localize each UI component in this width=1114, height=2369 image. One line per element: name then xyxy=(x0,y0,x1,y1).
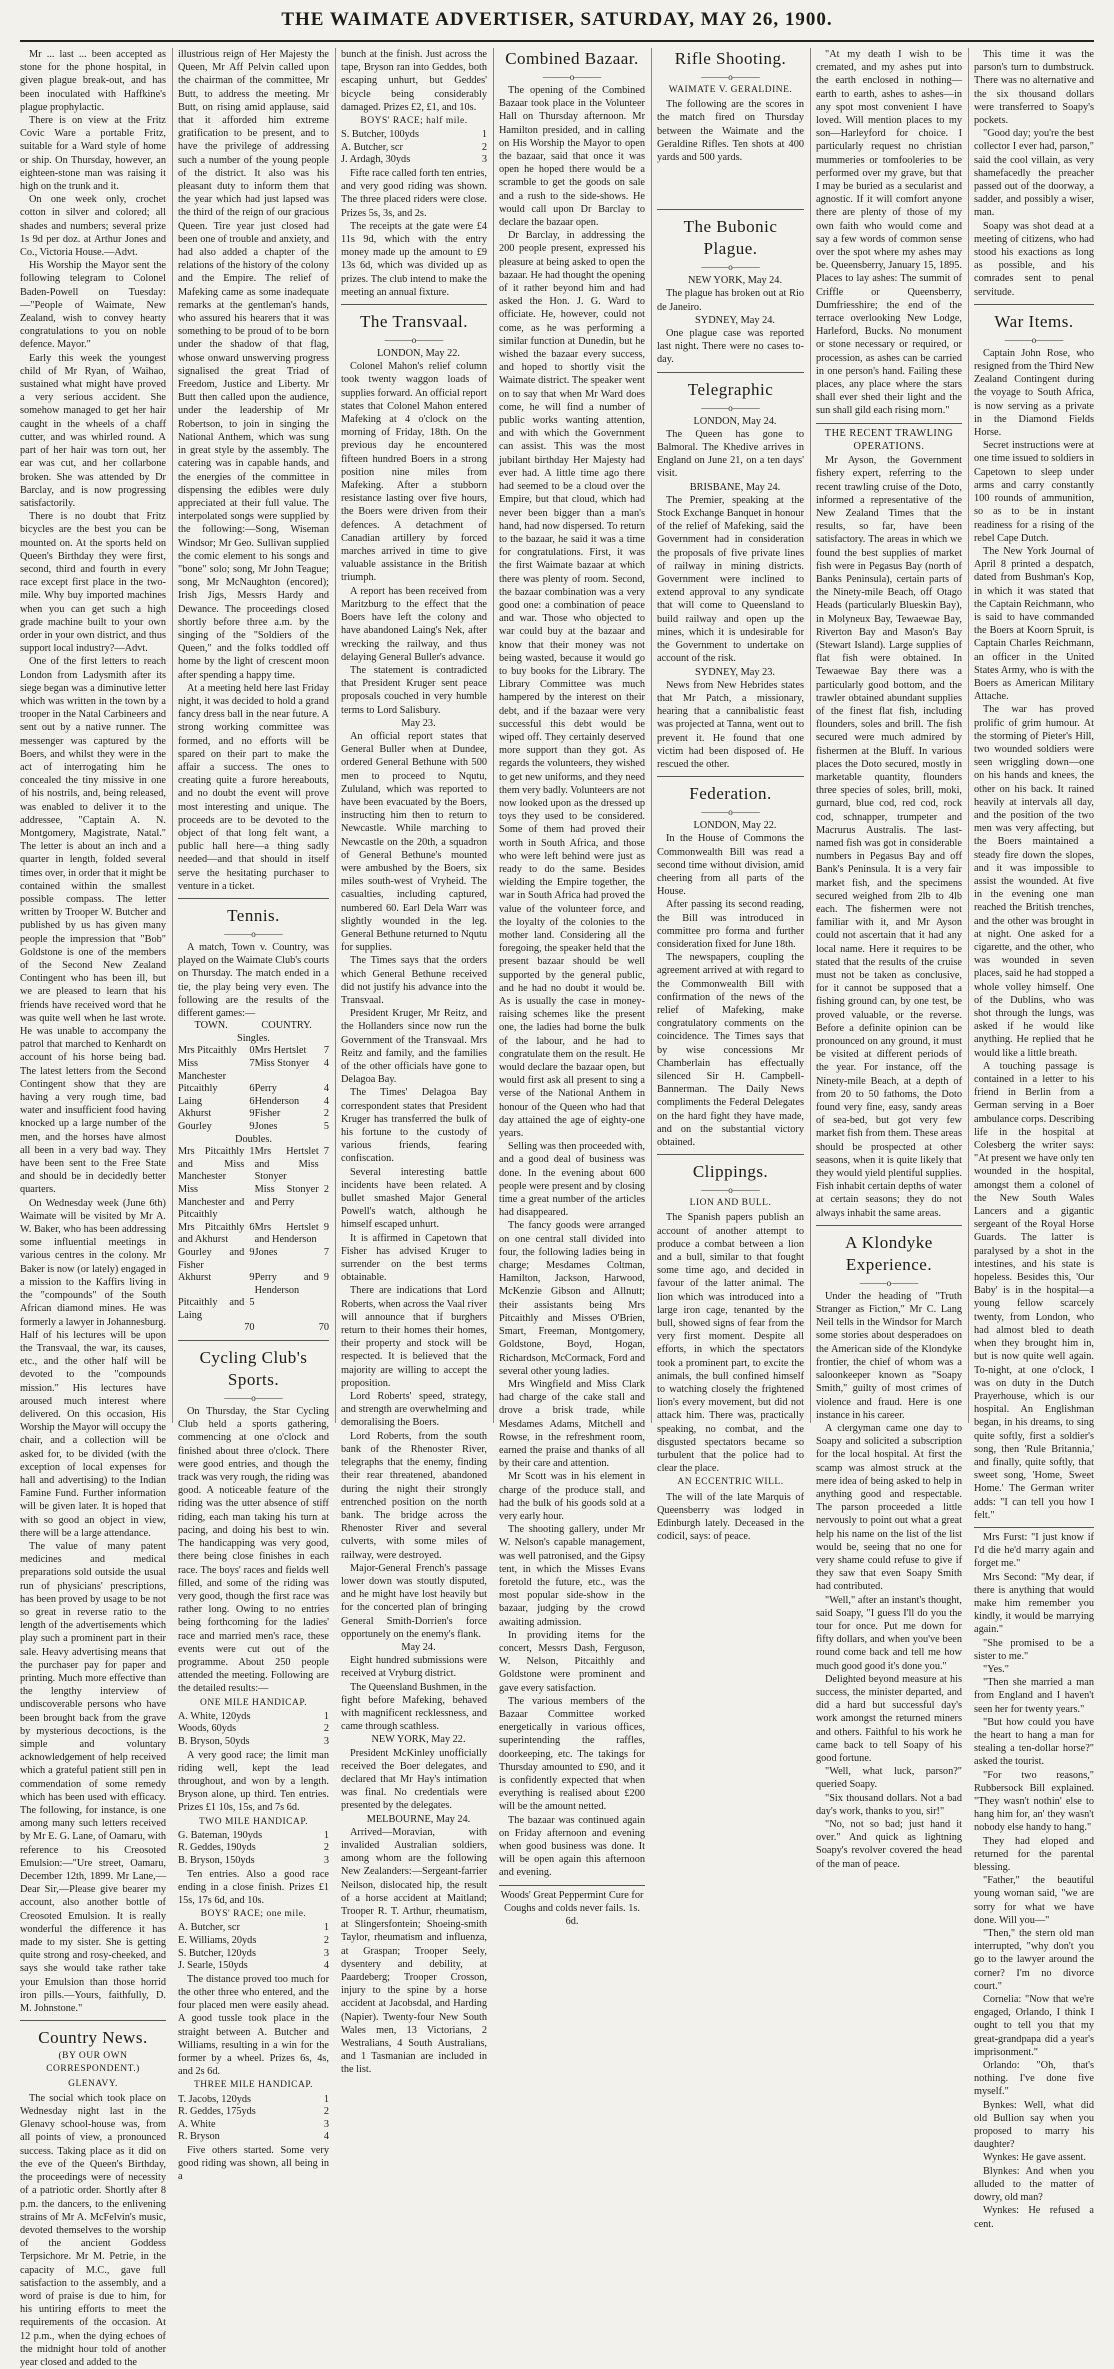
dialogue-line: "Father," the beautiful young woman said, "we are sorry for what we have done. Will you—" xyxy=(974,1875,1094,1926)
news-paragraph: illustrious reign of Her Majesty the Queen, Mr Aff Pelvin called upon the chairman of the committee, Mr Butt, to address the meeting. Mr Butt, on rising amid applause, said that it afforded him extreme gratification to be present, and to have the privilege of addressing such a number of the young people of the district. It also was his pleasant duty to inform them that the year which had just lapsed was the third of the reign of our gracious Queen. Tire year just closed had been one of trouble and anxiety, and had also added a chapter of the relations of the history of the colony and the Empire. The relief of Mafeking came as some inadequate remarks at the gentleman's hands, who assured his hearers that it was something to be proud of to be born under the shadow of that flag, whose onward unswerving progress signalised the great Triad of Freedom, Justice and Liberty. Mr Butt then called upon the audience, under the leadership of Mr Robertson, to join in singing the National Anthem, which was sung in great style by the assembly. The catering was in capable hands, and the energies of the committee in dispensing the edibles were duly appreciated at their full value. The interpolated songs were supplied by the following:—Song, Wiseman Windsor; Mr Geo. Sullivan supplied the comic element to his songs and "bone" solo; song, Mr John Teague; song, Mr McNaughton (encored); Irish Jigs, Messrs Hardy and Dewance. The proceedings closed shortly before three a.m. by the singing of the "Soldiers of the Queen," and the folks toddled off home by the light of crescent moon after spending a happy time. xyxy=(178,49,329,681)
news-paragraph: Colonel Mahon's relief column took twenty waggon loads of supplies forward. An official report states that Colonel Mahon entered Mafeking at 4 o'clock on the morning of Friday, 18th. On the previous day he encountered fifteen hundred Boers in a strong position nine miles from Mafeking. After a stubborn resistance lasting over five hours, the Boers were driven from their defences. A detachment of Canadian artillery by forced marches arrived in time to give valuable assistance in the British triumph. xyxy=(341,361,487,584)
news-paragraph: Secret instructions were at one time issued to soldiers in Capetown to sleep under arms and carry constantly 100 rounds of ammunition, so as to be in instant readiness for a rising of the rebel Cape Dutch. xyxy=(974,440,1094,544)
table-row: Miss Manchester 7 Miss Stonyer 4 xyxy=(178,1058,329,1082)
table-header: TOWN. xyxy=(194,1020,228,1032)
news-paragraph: The Times says that the orders which General Bethune received did not justify his advance into the Transvaal. xyxy=(341,955,487,1006)
dateline: LONDON, May 24. xyxy=(693,415,777,427)
section-divider xyxy=(816,423,962,424)
news-paragraph: His Worship the Mayor sent the following telegram to Colonel Baden-Powell on Tuesday:—"People of Waimate, New Zealand, wish to convey hearty congratulations to you on noble defence. Mayor." xyxy=(20,260,166,351)
table-row: Gourley and Fisher 9 Jones 7 xyxy=(178,1246,329,1271)
heading-ornament: ———o——— xyxy=(701,72,760,82)
dialogue-line: Blynkes: And when you alluded to the matter of dowry, old man? xyxy=(974,2165,1094,2204)
news-paragraph: Lord Roberts, from the south bank of the Rhenoster River, telegraphs that the enemy, finding their rear threatened, abandoned during the night their strongly entrenched position on the north bank. The bridge across the Rhenoster River and several culverts, with some miles of railway, were destroyed. xyxy=(341,1430,487,1561)
table-row: Mrs Pitcaithly and Miss Manchester 1 Mrs Hertslet and Miss Stonyer 7 xyxy=(178,1146,329,1183)
section-divider xyxy=(657,1154,804,1155)
news-paragraph: At a meeting held here last Friday night, it was decided to hold a grand fancy dress ball in the near future. A strong working committee was formed, and no efforts will be spared on their part to make the affair a success. The ones to creating quite a furore hereabouts, and no doubt the event will prove most interesting and unique. The proceeds are to be devoted to the object of that long felt want, a public hall here—a thing sadly needed—and that should in itself serve the hesitating purchaser to venture in a ticket. xyxy=(178,682,329,892)
table-row: J. Searle, 150yds 4 xyxy=(178,1960,329,1972)
heading-ornament: ———o——— xyxy=(701,807,760,818)
news-paragraph: News from New Hebrides states that Mr Patch, a missionary, hearing that a cannibalistic feast was projected at Tanna, went out to prevent it. He found that one victim had been disposed of. He rescued the other. xyxy=(657,679,804,770)
news-paragraph: Under the heading of "Truth Stranger as Fiction," Mr C. Lang Neil tells in the Windsor for March some stories about desperadoes on the American side of the Klondyke frontier, the chief of whom was a saloonkeeper known as "Soapy Smith," guilty of most crimes of violence and fraud. Here is one instance in his career. xyxy=(816,1290,962,1421)
dialogue-line: Mrs Furst: "I just know if I'd die he'd marry again and forget me." xyxy=(974,1531,1094,1570)
news-paragraph: A report has been received from Maritzburg to the effect that the Boers have left the colony and have abandoned Laing's Nek, after wrecking the railway, and thus delaying General Buller's advance. xyxy=(341,585,487,663)
news-paragraph: One plague case was reported last night. There were no cases to-day. xyxy=(657,328,804,366)
cycling-heading: Cycling Club's Sports. xyxy=(199,1348,308,1390)
table-row: B. Bryson, 150yds 3 xyxy=(178,1854,329,1866)
news-paragraph: The Premier, speaking at the Stock Exchange Banquet in honour of the relief of Mafeking, said the Government had in consideration the proposals of five private lines of railway in mining districts. Government were inclined to extend approval to any syndicate that will come to Queensland to build railway and open up the mines, which it is undesirable for the Government to undertake on account of the risk. xyxy=(657,494,804,665)
table-row: A. White, 120yds 1 xyxy=(178,1710,329,1722)
news-paragraph: A clergyman came one day to Soapy and solicited a subscription for the local hospital. At first the scamp was almost struck at the mere idea of being asked to help in anything good and respectable. The parson proceeded a little nervously to point out what a great help his name on the list of the list would be, seeing that no one for very shame could refuse to give if they saw that even Soapy Smith had contributed. xyxy=(816,1422,962,1593)
dateline: SYDNEY, May 23. xyxy=(695,666,775,678)
news-paragraph: Five others started. Some very good riding was shown, all being in a xyxy=(178,2144,329,2183)
news-paragraph: President Kruger, Mr Reitz, and the Hollanders since now run the Government of the Transvaal. Mrs Reitz and family, and the families of the other officials have gone to Delagoa Bay. xyxy=(341,1008,487,1086)
news-paragraph: On Thursday, the Star Cycling Club held a sports gathering, commencing at one o'clock and finished about three o'clock. There were good entries, and though the track was very rough, the riding was good. A noticeable feature of the riding was the utter absence of stiff riding, each man taking his turn at pacing, and doing his best to win. The handicapping was very good, there being close finishes in each race. The boys' races and fields well filled, and some of the riding was very good, though the first race was rather long. Owing to no entries being forthcoming for the ladies' race and married men's race, these events were cut out of the programme. About 250 people attended the meeting. Following are the detailed results:— xyxy=(178,1406,329,1695)
news-paragraph: "Six thousand dollars. Not a bad day's work, thanks to you, sir!" xyxy=(816,1792,962,1817)
dialogue-line: "She promised to be a sister to me." xyxy=(974,1637,1094,1662)
news-paragraph: Mr ... last ... been accepted as stone for the phone hospital, in given plague break-out, and has been inoculated with Haffkine's plague prophylactic. xyxy=(20,49,166,113)
dialogue-line: "Then," the stern old man interrupted, "why don't you go to the lawyer around the corner? I'm no divorce court." xyxy=(974,1928,1094,1992)
country-news-byline: (BY OUR OWN CORRESPONDENT.) xyxy=(46,2051,140,2075)
rifle-heading: Rifle Shooting. xyxy=(674,49,787,68)
blank-space xyxy=(657,164,804,204)
heading-ornament: ———o——— xyxy=(1004,334,1064,345)
dateline: May 23. xyxy=(401,717,436,729)
column-rule xyxy=(651,48,652,1423)
news-paragraph: The shooting gallery, under Mr W. Nelson's capable management, was well patronised, and the Gipsy tent, in which the Misses Evans foretold the future, etc., was the most popular side-show in the bazaar, judging by the crowd awaiting admission. xyxy=(499,1524,645,1628)
table-row: T. Jacobs, 120yds 1 xyxy=(178,2093,329,2105)
news-paragraph: The distance proved too much for the other three who entered, and the four placed men were easily ahead. A good tussle took place in the straight between A. Butcher and Williams, resulting in a win for the former by a wheel. Prizes 6s, 4s, and 2s 6d. xyxy=(178,1973,329,2078)
dialogue-line: Wynkes: He refused a cent. xyxy=(974,2205,1094,2230)
news-paragraph: The newspapers, coupling the agreement arrived at with regard to the Commonwealth Bill with confirmation of the news of the relief of Mafeking, make congratulatory comments on the coincidence. The Times says that by wise concessions Mr Chamberlain has effectually silenced Sir H. Campbell-Bannerman. The Daily News compliments the Federal Delegates on the hard fight they have made, and on the substantial victory obtained. xyxy=(657,952,804,1148)
table-row: Mrs Pitcaithly and Akhurst 6 Mrs Hertslet and Henderson 9 xyxy=(178,1221,329,1246)
news-paragraph: The statement is contradicted that President Kruger sent peace proposals couched in very humble terms to Lord Salisbury. xyxy=(341,664,487,716)
table-totals: 70 70 xyxy=(244,1322,329,1334)
news-paragraph: The value of many patent medicines and medical preparations sold outside the usual run of physicians' prescriptions, has been proved by usage to be not so great in reverse ratio to the length of the advertisements which play such a prominent part in their sale. Heavy advertising means that the purchaser pay for paper and printing. Much more effective than the lengthy interview of undiscoverable persons who have been brought back from the grave by mysterious decoctions, is the simple and voluntary acknowledgement of help received which a grateful patient still pen in commendation of some remedy which has been used with efficacy. The following, for instance, is one among many such letters received by Mr E. G. Lane, of Oamaru, with reference to his Creosoted Emulsion:—"Ure street, Oamaru, December 12th, 1899. Mr Lane,—Dear Sir,—Please give bearer my account, also another bottle of Creosoted Emulsion. It is really wonderful the difference it has made to my sister. She is getting quite strong and rosy-cheeked, and says she would take rather take your Emulsion than those horrid iron pills.—Yours, faithfully, D. M. Johnstone." xyxy=(20,1540,166,2015)
news-paragraph: On one week only, crochet cotton in silver and colored; all shades and numbers; several prize 1s 9d per doz. at Arthur Jones and Co., Victoria House.—Advt. xyxy=(20,194,166,259)
race-results xyxy=(178,2094,329,2144)
clippings-subheading: LION AND BULL. xyxy=(689,1198,772,1209)
news-paragraph: This time it was the parson's turn to dumbstruck. There was no alternative and the six thousand dollars were transferred to Soapy's pockets. xyxy=(974,49,1094,127)
dialogue-line: Orlando: "Oh, that's nothing. I've done five myself." xyxy=(974,2060,1094,2098)
news-paragraph: The war has proved prolific of grim humour. At the storming of Pieter's Hill, two wounded soldiers were seen wriggling down—one on his hands and knees, the other on his back. It rained heavily at intervals all day, and the position of the two men was very affecting, but the Boers maintained a steady fire down the slopes, and it was impossible to assist the wounded. At five in the evening one man reached the British trenches, and the other was brought in at night. One asked for a cigarette, and the other, who was wounded in seven places, said he had stopped a whole volley himself. One of the Dublins, who was shot through the lungs, was asked if he would like anything. He replied that he would like a little breath. xyxy=(974,704,1094,1059)
news-paragraph: In the House of Commons the Commonwealth Bill was read a second time without division, amid cheering from all parts of the House. xyxy=(657,833,804,898)
dialogue-line: Bynkes: Well, what did old Bullion say when you proposed to marry his daughter? xyxy=(974,2099,1094,2151)
news-paragraph: A touching passage is contained in a letter to his friend in Berlin from a German serving in a Boer ambulance corps. Describing life in the hospital at Colesberg the writer says: "At present we have only ten wounded in the hospital, amongst them a colonel of the New South Wales Lancers and a gigantic sergeant of the Royal Horse Guards. The latter is paralysed by a shot in the intestines, and his state is hopeless. Besides this, 'Our Baby' is in the hospital—a young fellow scarcely twenty, from London, who had almost bled to death when they brought him in, but is now quite well again. To-night, at one o'clock, I was on duty in the Dutch Prayerhouse, which is our hospital. An Englishman began, in his dreams, to sing quite softly, first a soldier's song, then 'Rule Britannia,' and finally, quite softly, that sweet song, 'Home, Sweet Home.' The German writer adds: "I can tell you how I felt." xyxy=(974,1060,1094,1521)
table-row: A. Butcher, scr 2 xyxy=(341,141,487,153)
table-row: R. Bryson 4 xyxy=(178,2131,329,2143)
race-label: BOYS' RACE; half mile. xyxy=(360,116,468,127)
news-paragraph: The Spanish papers publish an account of another attempt to produce a combat between a lion and a bull, similar to that fought some time ago, and decided in favour of the latter animal. The lion which was introduced into a large iron cage, tenanted by the bull, showed signs of fear from the very first moment. Despite all efforts, in which the spectators took a prominent part, to excite the animals, the bull confined himself to watching closely the frightened lion's every movement, but did not attack him. There was, practically speaking, no combat, and the disgusted spectators became so turbulent that the police had to clear the place. xyxy=(657,1212,804,1475)
plague-heading: The Bubonic Plague. xyxy=(683,217,778,259)
table-row: S. Butcher, 120yds 3 xyxy=(178,1947,329,1959)
race-results xyxy=(178,1830,329,1868)
news-paragraph: "Good day; you're the best collector I ever had, parson," said the cool villain, as very shamefacedly the preacher passed out of the doorway, a sadder, and possibly a wiser, man. xyxy=(974,128,1094,219)
news-paragraph: A very good race; the limit man riding well, kept the lead throughout, and won by a length. Bryson alone, up third. Ten entries. Prizes £1 10s, 15s, and 7s 6d. xyxy=(178,1749,329,1814)
dateline: NEW YORK, May 22. xyxy=(371,1734,466,1746)
section-divider xyxy=(341,304,487,305)
news-paragraph: Delighted beyond measure at his success, the minister departed, and did a hard but successful day's work amongst the returned miners and others. Faithful to his work he came back to tell Soapy of his good fortune. xyxy=(816,1673,962,1764)
news-paragraph: "At my death I wish to be cremated, and my ashes put into the earth enclosed in nothing—earth to earth, ashes to ashes—in any spot most convenient I have loved. Will mention places to my son—Harleyford for choice. I particularly request no christian mummeries or tomfooleries to be performed over my grave, but that I may be buried as a secularist and agnostic. If it will comfort anyone there are plenty of those of my own faith who would come and say a few words of common sense over the spot where my ashes may be. Queensberry, January 15, 1895. Places to lay ashes: The summit of Criffle or Queensberry, Dumfriesshire; the end of the terrace overlooking New Lodge, Harleford, Bucks. No monument or stone necessary or required, or procession, as ashes can be carried in one person's hand. Failing these places, any place where the stars shall ever shed their light and the sun shall gild each rising morn." xyxy=(816,49,962,417)
news-paragraph: The various members of the Bazaar Committee worked energetically in various offices, superintending the raffles, doorkeeping, etc. The takings for Thursday amounted to £90, and it is confidently expected that when everything is realised about £200 will be the amount netted. xyxy=(499,1695,645,1813)
race-results xyxy=(341,129,487,167)
news-paragraph: There is on view at the Fritz Covic Ware a portable Fritz, suitable for a Ward style of home or ship. On Thursday, however, an eighteen-stone man was raising it high on the trunk and it. xyxy=(20,115,166,193)
country-news-place: GLENAVY. xyxy=(68,2078,118,2089)
news-paragraph: "Well," after an instant's thought, said Soapy, "I guess I'll do you the tour for once. Put me down for fifty dollars, and when you've been round come back and tell me how much good good it's done you." xyxy=(816,1594,962,1672)
table-row: A. White 3 xyxy=(178,2118,329,2130)
table-subheader: Doubles. xyxy=(235,1133,272,1145)
heading-ornament: ———o——— xyxy=(701,262,760,273)
column-rule xyxy=(493,48,494,1423)
news-paragraph: Several interesting battle incidents have been related. A bullet smashed Major General Powell's watch, although he himself escaped unhurt. xyxy=(341,1166,487,1231)
heading-ornament: ———o——— xyxy=(701,1185,760,1196)
news-paragraph: Selling was then proceeded with, and a good deal of business was done. In the evening about 600 people were present and by closing time a great number of the articles had disappeared. xyxy=(499,1141,645,1219)
column-1 xyxy=(20,48,166,2368)
news-paragraph: Fifte race called forth ten entries, and very good riding was shown. The three placed riders were close. Prizes 5s, 3s, and 2s. xyxy=(341,168,487,219)
news-paragraph: "Well, what luck, parson?" queried Soapy. xyxy=(816,1766,962,1791)
rifle-subheading: WAIMATE V. GERALDINE. xyxy=(668,85,793,95)
table-row: Pitcaithly and Laing 5 xyxy=(178,1297,255,1321)
news-paragraph: The Times' Delagoa Bay correspondent states that President Kruger has transferred the bulk of his fortune to the custody of various friends, fearing confiscation. xyxy=(341,1087,487,1165)
heading-ornament: ———o——— xyxy=(701,402,760,413)
dialogue-line: "Yes." xyxy=(983,1663,1009,1675)
dialogue-line: Wynkes: He gave assent. xyxy=(983,2152,1086,2164)
table-row: Akhurst 9 Perry and Henderson 9 xyxy=(178,1272,329,1296)
table-row: S. Butcher, 100yds 1 xyxy=(341,129,487,141)
masthead-title: THE WAIMATE ADVERTISER, SATURDAY, MAY 26, 1900. xyxy=(281,9,833,30)
news-paragraph: Mr Scott was in his element in charge of the produce stall, and had the bulk of his goods sold at a very early hour. xyxy=(499,1471,645,1522)
news-paragraph: In providing items for the concert, Messrs Dash, Ferguson, W. Nelson, Pitcaithly and Goldstone were prominent and gave every satisfaction. xyxy=(499,1629,645,1694)
table-row: Akhurst 9 Fisher 2 xyxy=(178,1108,329,1120)
news-paragraph: The opening of the Combined Bazaar took place in the Volunteer Hall on Thursday afternoon. Mr Hamilton presided, and in calling on His Worship the Mayor to open the bazaar, said that once it was open he hoped there would be a scramble to get the goods on sale and a rush to the side-shows. He would call upon Dr Barclay to declare the bazaar open. xyxy=(499,85,645,229)
news-paragraph: The following are the scores in the match fired on Thursday between the Waimate and the Geraldine Rifles. Ten shots at 400 yards and 500 yards. xyxy=(657,99,804,164)
tennis-results-table xyxy=(178,1020,329,1335)
news-paragraph: Mrs Wingfield and Miss Clark had charge of the cake stall and drove a brisk trade, while Mesdames Adams, Mitchell and Rowse, in the refreshment room, earned the praise and thanks of all by their care and attention. xyxy=(499,1378,645,1470)
section-divider xyxy=(499,1885,645,1886)
country-news-body: The social which took place on Wednesday night last in the Glenavy school-house was, from all points of view, a pronounced success. Taking place as it did on the eve of the Queen's Birthday, the proceedings were of necessity of a patriotic order. Shortly after 8 p.m. the dancers, to the enlivening strains of Mr A. McFelvin's music, devoted themselves to the worship of the ancient Goddess Terpsichore. Mr M. Petrie, in the capacity of M.C., gave full satisfaction to the assembly, and a word of praise is due to him, for his untiring efforts to meet the requirements of the occasion. At 12 p.m., when the dying echoes of the midnight hour told of another year closed and added to the xyxy=(20,2092,166,2368)
dialogue-line: "For two reasons," Rubbersock Bill explained. "They wasn't nothin' else to hang him for, an' they wasn't nobody else handy to hang." xyxy=(974,1769,1094,1834)
news-paragraph: "No, not so bad; just hand it over." And quick as lightning Soapy's revolver covered the head of the man of peace. xyxy=(816,1819,962,1870)
news-paragraph: The plague has broken out at Rio de Janeiro. xyxy=(657,288,804,313)
dialogue-line: They had eloped and returned for the parental blessing. xyxy=(974,1835,1094,1874)
table-subheader: Singles. xyxy=(237,1032,270,1044)
table-row: E. Williams, 20yds 2 xyxy=(178,1934,329,1946)
table-row: Woods, 60yds 2 xyxy=(178,1723,329,1735)
table-row: R. Geddes, 190yds 2 xyxy=(178,1842,329,1854)
dialogue-line: Cornelia: "Now that we're engaged, Orlando, I think I ought to tell you that my great-grandpapa did a year's imprisonment." xyxy=(974,1994,1094,2058)
section-divider xyxy=(816,1225,962,1226)
news-paragraph: Lord Roberts' speed, strategy, and strength are overwhelming and demoralising the Boers. xyxy=(341,1391,487,1429)
news-paragraph: After passing its second reading, the Bill was introduced in committee pro forma and further consideration fixed for June 18th. xyxy=(657,899,804,950)
table-row: Laing 6 Henderson 4 xyxy=(178,1095,329,1107)
tennis-heading: Tennis. xyxy=(227,906,280,925)
news-paragraph: The New York Journal of April 8 printed a despatch, dated from Bushman's Kop, in which it was stated that the Captain Reichmann, who is said to have commanded the Boers at Koorn Spruit, is Captain Charles Reichmann, an officer in the United States Army, who is with the Boers as American Military Attache. xyxy=(974,545,1094,703)
news-paragraph: Ten entries. Also a good race ending in a close finish. Prizes £1 15s, 17s 6d, and 10s. xyxy=(178,1868,329,1906)
dateline: BRISBANE, May 24. xyxy=(689,481,781,493)
heading-ornament: ———o——— xyxy=(542,72,602,82)
table-row: J. Ardagh, 30yds 3 xyxy=(341,154,487,166)
table-row: Gourley 9 Jones 5 xyxy=(178,1120,329,1132)
news-paragraph: Early this week the youngest child of Mr Ryan, of Waihao, sustained what might have proved a very serious accident. She somehow managed to get her hair caught in the wheels of a chaff cutter, and was whirled round. A part of her hair was torn out, her ear was cut, and her collarbone broken. She was attended by Dr Barclay, and is now progressing satisfactorily. xyxy=(20,352,166,509)
table-row: B. Bryson, 50yds 3 xyxy=(178,1735,329,1747)
table-row: Mrs Pitcaithly 0 Mrs Hertslet 7 xyxy=(178,1045,329,1057)
klondyke-heading: A Klondyke Experience. xyxy=(845,1232,933,1274)
column-rule xyxy=(810,48,811,1423)
news-paragraph: It is affirmed in Capetown that Fisher has advised Kruger to surrender on the best terms obtainable. xyxy=(341,1232,487,1284)
column-6 xyxy=(816,48,962,1870)
section-divider xyxy=(178,1340,329,1341)
column-4 xyxy=(499,48,645,1928)
dialogue-line: "Then she married a man from England and I haven't seen her for twenty years." xyxy=(974,1677,1094,1715)
news-paragraph: The Queen has gone to Balmoral. The Khedive arrives in England on June 21, on a ten days' visit. xyxy=(657,428,804,480)
news-paragraph: One of the first letters to reach London from Ladysmith after its siege began was a diminutive letter which was written in the town by a trooper in the Natal Carbineers and sent out by a native runner. The messenger was captured by the Boers, and whilst they were in the act of interrogating him he concealed the tiny missive in one of his nostrils, and, being released, was enabled to deliver it to the addressee, "Captain A. N. Montgomery, Magistrate, Natal." The letter is about an inch and a quarter in length, folded several times over, in order that it might be contained within the smallest possible compass. The letter written by Trooper W. Butcher and published by us has given many people the impression that "Bob" Goldstone is one of the members of the Second New Zealand Contingent who has been ill, but we are pleased to learn that his friends have received word that he was quite well when he last wrote. He was unable to accompany the patrol that marched to Kenhardt on account of his horse being bad. The latest letters from the Second Contingent show that they are having a very rough time, bad water and insufficient food having knocked up a large number of the men, and the horses have almost all been in a very bad way. They have been sent to the Free State and should be in decidedly better quarters. xyxy=(20,656,166,1196)
news-paragraph: The bazaar was continued again on Friday afternoon and evening when good business was done. It will be open again this afternoon and evening. xyxy=(499,1814,645,1879)
column-rule xyxy=(968,48,969,1423)
section-divider xyxy=(178,898,329,899)
heading-ornament: ———o——— xyxy=(224,1393,283,1404)
race-label: THREE MILE HANDICAP. xyxy=(194,2080,313,2091)
news-paragraph: Eight hundred submissions were received at Vryburg district. xyxy=(341,1655,487,1680)
column-5 xyxy=(657,48,804,1543)
bazaar-heading: Combined Bazaar. xyxy=(505,49,639,68)
news-paragraph: There are indications that Lord Roberts, when across the Vaal river will announce that if burghers return to their homes their homes, their property and stock will be respected. It is believed that the majority are willing to accept the proposition. xyxy=(341,1285,487,1389)
dateline: May 24. xyxy=(401,1641,436,1653)
column-rule xyxy=(335,48,336,1423)
news-paragraph: President McKinley unofficially received the Boer delegates, and declared that Mr Hay's intimation was final. No credentials were presented by the delegates. xyxy=(341,1747,487,1812)
column-7 xyxy=(974,48,1094,2230)
clippings-heading: Clippings. xyxy=(692,1162,769,1182)
war-items-heading: War Items. xyxy=(994,311,1074,331)
table-row: R. Geddes, 175yds 2 xyxy=(178,2106,329,2118)
heading-ornament: ———o——— xyxy=(859,1277,919,1288)
news-paragraph: The receipts at the gate were £4 11s 9d, which with the entry money made up the amount to £9 13s 6d, which was divided up as prizes. The club intend to make the meeting an annual fixture. xyxy=(341,220,487,298)
clippings-subheading: AN ECCENTRIC WILL. xyxy=(677,1477,784,1488)
news-paragraph: Mr Ayson, the Government fishery expert, referring to the recent trawling cruise of the Doto, informed a representative of the New Zealand Times that the results, so far, have been satisfactory. The areas in which we found the best supplies of market fish were in Pegasus Bay (north of Banks Peninsula), certain parts of the Ninety-mile Beach, off Otago Heads (particularly Blueskin Bay), in Molyneux Bay, Tewaewae Bay, Riverton Bay and Mason's Bay (Stewart Island). Large supplies of flat fish were obtained. In Tewaewae Bay there was a particularly good bottom, and the trawler obtained abundant supplies of the finest flat fish, including flounders, soles and brill. The fish secured were much admired by fishermen at the Bluff. In various places the Doto secured, mostly in marketable quantity, flounders three species of soles, brill, moki, gurnard, blue cod, red cod, rock cod, schnapper, trumpeter and Macrurus Australis. The last-named fish was got in considerable numbers in Pegasus Bay and off Bank's Peninsula. It is a very fair market fish, and the specimens secured weighed from 2lb to 4lb each. The fishermen were not familiar with it, and Mr Ayson could not ascertain that it had any local name. Here it requires to be stated that the results of the cruise must not be taken as conclusive, for it cannot be supposed that a fishing ground can, by one test, be proved valuable, or the reverse. Before a definite opinion can be pronounced on any ground, it must be visited at different periods of the year. For instance, off the Ninety-mile Beach, at a depth of from 20 to 50 fathoms, the Doto found very fine, easy, sandy areas of sea-bed, but got very few market fish from them. These areas should be prospected at other seasons, when it is quite likely that they would yield plentiful supplies. Fish inhabit certain depths of water at certain seasons; they do not always inhabit the same areas. xyxy=(816,455,962,1219)
race-label: ONE MILE HANDICAP. xyxy=(200,1697,307,1708)
table-row: Miss Manchester and Pitcaithly Miss Stonyer and Perry 2 xyxy=(178,1183,329,1221)
transvaal-heading: The Transvaal. xyxy=(359,312,469,332)
masthead-rule xyxy=(20,40,1094,42)
section-divider xyxy=(657,209,804,210)
table-row: G. Bateman, 190yds 1 xyxy=(178,1829,329,1841)
dateline: LONDON, May 22. xyxy=(377,348,460,360)
telegraphic-heading: Telegraphic xyxy=(687,379,774,399)
race-label: TWO MILE HANDICAP. xyxy=(198,1816,308,1827)
race-results xyxy=(178,1922,329,1972)
news-paragraph: There is no doubt that Fritz bicycles are the best you can be mounted on. At the sports held on Queen's Birthday they were first, second, third and fourth in every race except first place in the two-mile. Why buy imported machines when you can get such a high grade machine built to your own order in your own district, and thus support local industry?—Advt. xyxy=(20,511,166,655)
heading-ornament: ———o——— xyxy=(384,335,444,346)
dialogue-line: "But how could you have the heart to hang a man for stealing a ten-dollar horse?" asked the tourist. xyxy=(974,1716,1094,1768)
news-paragraph: The will of the late Marquis of Queensberry was lodged in Edinburgh lately. Deceased in the codicil, says: of peace. xyxy=(657,1491,804,1543)
news-paragraph: Arrived—Moravian, with invalided Australian soldiers, among whom are the following New Zealanders:—Sergeant-farrier Neilson, dislocated hip, the result of a horse accident at Maitland; Trooper R. T. Arthur, rheumatism, at Slingersfontein; Shoeing-smith Taylor, rheumatism and influenza, at Graspan; Trooper Seely, dysentery and debility, at Paardeberg; Trooper Crosson, injury to the spine by a horse accident at Jacobsdal, and Harding (Napier). Twenty-four New South Wales men, 13 Victorians, 2 Westralians, 4 South Australians, and 1 Tasmanian are included in the list. xyxy=(341,1826,487,2076)
dateline: SYDNEY, May 24. xyxy=(695,314,775,326)
advertisement: Woods' Great Peppermint Cure for Coughs and colds never fails. 1s. 6d. xyxy=(500,1889,644,1928)
news-paragraph: On Wednesday week (June 6th) Waimate will be visited by Mr A. W. Baker, who has been addressing some influential meetings in various centres in the colony. Mr Baker is now (or lately) engaged in a mission to the Kaffirs living in the "compounds" of the South African diamond mines. He was formerly a lawyer in Johannesburg. Half of his lectures will be upon the Transvaal, the war, its causes, etc., and the other half will be devoted to the "compounds mission." His lectures have aroused much interest where delivered. On this occasion, His Worship the Mayor will occupy the chair, and a collection will be asked for, to be divided (with the exception of local expenses for hall and advertising) to the Indian Famine Fund. Further information will be given later. It is hoped that with so good an object in view, there will be a large attendance. xyxy=(20,1197,166,1539)
news-paragraph: The Queensland Bushmen, in the fight before Mafeking, behaved with magnificent recklessness, and came through scathless. xyxy=(341,1681,487,1733)
news-paragraph: bunch at the finish. Just across the tape, Bryson ran into Geddes, both escaping unhurt, but Geddes' bicycle being considerably damaged. Prizes £2, £1, and 10s. xyxy=(341,49,487,113)
column-rule xyxy=(172,48,173,1423)
heading-ornament: ———o——— xyxy=(224,929,283,939)
tennis-intro: A match, Town v. Country, was played on the Waimate Club's courts on Thursday. The match ended in a tie, the play being very even. The following are the results of the different games:— xyxy=(178,942,329,1020)
dialogue-line: Mrs Second: "My dear, if there is anything that would make him remember you kindly, it would be marrying again." xyxy=(974,1571,1094,1636)
section-divider xyxy=(657,372,804,373)
federation-heading: Federation. xyxy=(689,784,772,804)
news-paragraph: Captain John Rose, who resigned from the Third New Zealand Contingent during the voyage to South Africa, is now serving as a private in the Diamond Fields Horse. xyxy=(974,347,1094,439)
column-2 xyxy=(178,48,329,2183)
section-divider xyxy=(20,2020,166,2021)
dateline: MELBOURNE, May 24. xyxy=(366,1813,471,1825)
news-paragraph: An official report states that General Buller when at Dundee, ordered General Bethune with 500 men to proceed to Nqutu, Zululand, which was reported to have been evacuated by the Boers, instructing him then to return to Newcastle. While marching to Newcastle on the 20th, a squadron of General Bethune's mounted were ambushed by the Boers, six miles south-west of Vryheid. The casualties, including captured, numbered 60. Earl Dela Warr was slightly wounded in the leg. General Bethune returned to Nqutu for supplies. xyxy=(341,730,487,954)
section-divider xyxy=(974,304,1094,305)
table-header: COUNTRY. xyxy=(261,1020,312,1032)
news-paragraph: Soapy was shot dead at a meeting of citizens, who had stood his exactions as long as possible, and his comrades sent to penal servitude. xyxy=(974,220,1094,298)
race-results xyxy=(178,1711,329,1749)
news-paragraph: The fancy goods were arranged on one central stall divided into four, the following ladies being in charge; Mesdames Coltman, Hamilton, Jackson, Harwood, McKenzie Gibson and Allnutt; their assistants being Mrs Pitcaithly and Misses O'Brien, Smart, Freeman, Montgomery, Goldstone, Boyd, Hogan, Richardson, McCormack, Ford and several other young ladies. xyxy=(499,1220,645,1377)
column-3 xyxy=(341,48,487,2076)
news-paragraph: Dr Barclay, in addressing the 200 people present, expressed his pleasure at being asked to open the bazaar. He had thought the opening of it rather beyond him and had asked the Hon. J. G. Ward to officiate. He, however, could not come, as he was performing a similar function at Dunedin, but he wished the bazaar every success, and hoped to shortly visit the Waimate district. The speaker went on to say that when Mr Ward does come, he will find a number of public works wanting attention, and with which the Government can assist. This was the most jubilant birthday Her Majesty had ever had. A little time ago there had seemed to be a cloud over the Empire, but that cloud, which had never been bigger than a man's hand, had now dispersed. To return to the bazaar, he said it was a time for congratulations. First, it was the first Waimate bazaar at which there was plenty of room. Second, the bazaar combination was a very good one: a combination of peace and war. Those who objected to war could buy at the bazaar and know that their money was not being wasted, because it would go to buy books for the Library. The Library Committee was much hampered by the interest on their debt, and if the bazaar were very successful this debt would be wiped off. They certainly deserved more support than they got. As regards the volunteers, they wished to get new uniforms, and they need them very badly. Volunteers are not now looked upon as the dressed up toys they used to be considered. Some of them had proved their worth in South Africa, and those who were left behind were just as ready to do the same. Besides wielding the Empire together, the war in South Africa had proved the value of the volunteer force, and the loyalty of the colonies to the mother land. Considering all the foregoing, the speaker held that the present bazaar should be well supported by the general public, and he had no doubt it would be. As is usually the case in money-raising schemes like the present one, the ladies had borne the bulk of the labour, and he had to congratulate them on the result. He would declare the bazaar open, but would first ask all present to sing a verse of the National Anthem in honour of the Queen who had that day attained the age of eighty-one years. xyxy=(499,230,645,1140)
section-divider xyxy=(657,776,804,777)
table-row: Pitcaithly 6 Perry 4 xyxy=(178,1083,329,1095)
table-row: A. Butcher, scr 1 xyxy=(178,1922,329,1934)
section-divider xyxy=(974,1527,1094,1528)
race-label: BOYS' RACE; one mile. xyxy=(200,1909,307,1920)
country-news-heading: Country News. xyxy=(38,2028,148,2048)
dateline: LONDON, May 22. xyxy=(693,820,777,832)
news-paragraph: Major-General French's passage lower down was stoutly disputed, and he might have lost heavily but for the concerted plan of bringing General Smith-Dorrien's force opportunely on the enemy's flank. xyxy=(341,1562,487,1640)
trawling-heading: THE RECENT TRAWLING OPERATIONS. xyxy=(824,427,954,452)
dateline: NEW YORK, May 24. xyxy=(687,275,783,287)
